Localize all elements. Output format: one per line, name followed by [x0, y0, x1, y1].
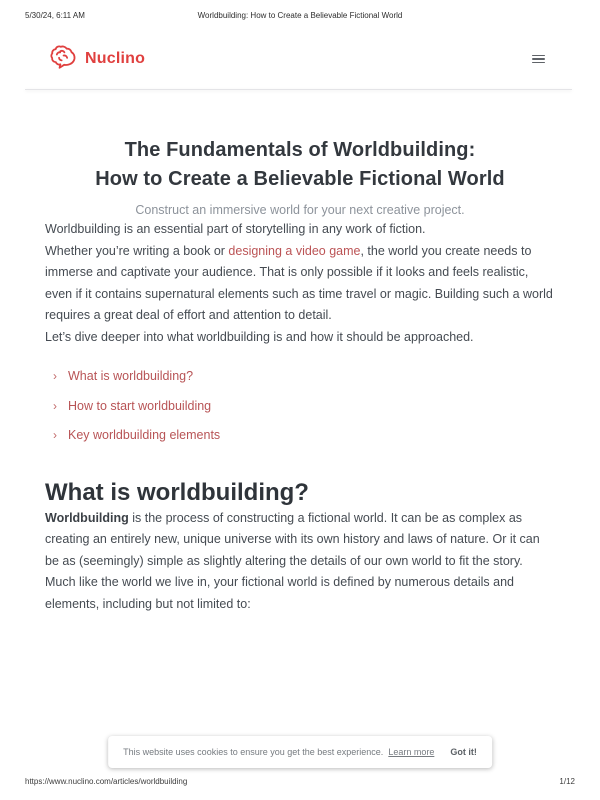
cookie-message: This website uses cookies to ensure you get the best experience. [123, 747, 384, 757]
paragraph-definition [45, 508, 555, 573]
cookie-learn-more-link[interactable]: Learn more [388, 747, 435, 757]
table-of-contents [45, 362, 555, 451]
cookie-banner [108, 736, 492, 768]
paragraph-definition-rest: is the process of constructing a fictional world. It can be as complex as creating an entirely new, unique universe with its own history and laws of nature. Or it can be as (seemingly) simple as slightly altering the details of our own world to fit the story. [45, 510, 540, 568]
toc-item-how-to-start [53, 392, 555, 422]
page-title-line1: The Fundamentals of Worldbuilding: [124, 139, 476, 161]
paragraph-details: Much like the world we live in, your fictional world is defined by numerous details and elements, including but not limited to: [45, 575, 514, 611]
paragraph-intro: Worldbuilding is an essential part of storytelling in any work of fiction. [45, 222, 426, 236]
print-footer [25, 777, 575, 786]
paragraph-definition-bold: Worldbuilding [45, 510, 129, 525]
article [45, 0, 555, 615]
print-footer-page-indicator: 1/12 [559, 777, 575, 786]
page-title [45, 136, 555, 194]
cookie-accept-button[interactable]: Got it! [450, 747, 477, 757]
paragraph-dive-deeper: Let’s dive deeper into what worldbuilding is and how it should be approached. [45, 329, 474, 344]
print-datetime: 5/30/24, 6:11 AM [25, 11, 85, 20]
toc-item-key-elements [53, 421, 555, 451]
chevron-right-icon: › [53, 398, 57, 413]
brand-name: Nuclino [85, 50, 146, 67]
toc-item-what-is-worldbuilding [53, 362, 555, 392]
print-doc-title: Worldbuilding: How to Create a Believable Fictional World [197, 11, 403, 20]
toc-link-key-elements[interactable]: Key worldbuilding elements [68, 428, 221, 442]
paragraph-immersion-end: , the world you create needs to immerse and captivate your audience. That is only possible if it looks and feels realistic, even if it contains supernatural elements such as time travel or magic. Building such a world requires a great deal of effort and attention to detail. [45, 243, 553, 322]
section-heading-what-is-worldbuilding: What is worldbuilding? [45, 478, 309, 506]
page-subtitle: Construct an immersive world for your next creative project. [135, 203, 465, 217]
paragraph-immersion [45, 241, 555, 327]
video-game-link[interactable]: designing a video game [228, 243, 361, 258]
chevron-right-icon: › [53, 428, 57, 442]
toc-link-what-is-worldbuilding[interactable]: What is worldbuilding? [68, 369, 194, 383]
page-title-line2: How to Create a Believable Fictional World [95, 168, 505, 190]
chevron-right-icon: › [53, 369, 57, 383]
toc-link-how-to-start[interactable]: How to start worldbuilding [68, 398, 212, 413]
paragraph-immersion-start: Whether you’re writing a book or [45, 243, 229, 258]
print-footer-url: https://www.nuclino.com/articles/worldbuilding [25, 777, 188, 786]
